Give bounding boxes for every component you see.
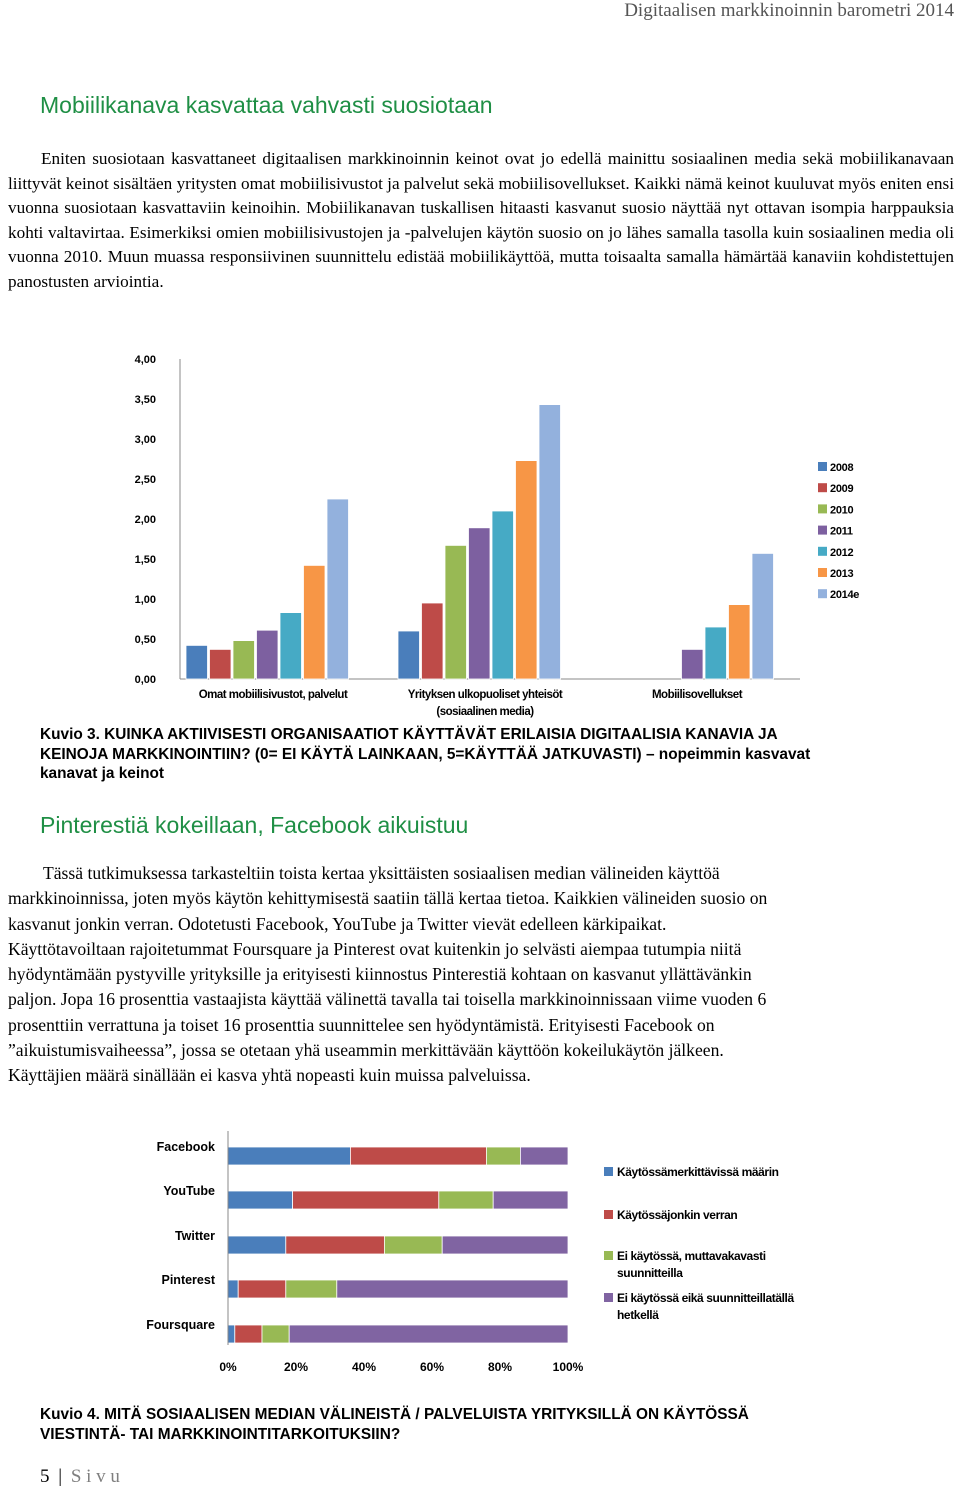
- y-tick-label: 1,00: [134, 594, 156, 606]
- legend-label: 2010: [830, 504, 854, 517]
- category-label: Facebook: [156, 1140, 215, 1154]
- legend-label: 2013: [830, 568, 854, 580]
- x-tick-label: 20%: [283, 1360, 309, 1374]
- caption-line: Kuvio 4. MITÄ SOSIAALISEN MEDIAN VÄLINEISTÄ / PALVELUISTA YRITYKSILLÄ ON KÄYTÖSSÄ: [40, 1406, 749, 1423]
- x-tick-label: 60%: [419, 1360, 445, 1374]
- bar-segment: [228, 1191, 293, 1209]
- bar: [304, 565, 326, 679]
- bar-segment: [228, 1325, 235, 1343]
- legend-label: hetkellä: [617, 1308, 659, 1322]
- legend-swatch: [604, 1210, 613, 1219]
- legend-label: Käytössämerkittävissä määrin: [617, 1165, 779, 1179]
- legend-swatch: [818, 462, 827, 471]
- category-label: Foursquare: [146, 1318, 215, 1332]
- bar-segment: [439, 1191, 493, 1209]
- legend-swatch: [818, 526, 827, 535]
- bar: [539, 405, 561, 679]
- bar-segment: [520, 1147, 568, 1165]
- y-tick-label: 0,50: [134, 634, 156, 646]
- x-tick-label: 100%: [552, 1360, 584, 1374]
- x-tick-label: 80%: [487, 1360, 513, 1374]
- category-labels: [146, 1140, 216, 1332]
- paragraph-line: Käyttötavoiltaan rajoitetummat Foursquare ja Pinterest ovat kuitenkin jo selvästi aiempaa tutumpia niitä: [8, 938, 742, 959]
- bar-segment: [286, 1280, 337, 1298]
- x-tick-label: 40%: [351, 1360, 377, 1374]
- paragraph-line: hyödyntämään pystyville yrityksille ja erityisesti kiinnostus Pinterestiä kohtaan on kasvanut yllättävänkin: [8, 964, 752, 985]
- paragraph-mobile: Eniten suosiotaan kasvattaneet digitaalisen markkinoinnin keinot ovat jo edellä mainittu sosiaalinen media sekä mobiilikanavaan liittyvät keinot sisältäen yritysten omat mobiilisivustot ja palvelut sekä mobiilisovellukset. Kaikki nämä keinot kuuluvat myös eniten ensi vuonna suosiotaan kasvattaviin keinoihin. Mobiilikanavan tuskallisen hitaasti kasvanut suosio näyttää nyt ottavan isompia harppauksia kohti valtavirtaa. Esimerkiksi omien mobiilisivustojen ja -palvelujen käytön suosio on jo lähes samalla tasolla kuin sosiaalinen media oli vuonna 2010. Muun muassa responsiivinen suunnittelu edistää mobiilikäyttöä, mutta toisaalta samalla hämärtää kanaviin kohdistettujen panostusten arviointia.: [8, 149, 954, 291]
- legend-label: suunnitteilla: [617, 1266, 683, 1280]
- y-tick-label: 3,50: [134, 394, 156, 406]
- category-label: YouTube: [163, 1184, 215, 1198]
- legend-label: 2011: [830, 525, 853, 538]
- y-tick-label: 1,50: [134, 554, 156, 566]
- bar: [705, 627, 727, 679]
- bar: [469, 528, 491, 679]
- bar-segment: [262, 1325, 289, 1343]
- caption-line: kanavat ja keinot: [40, 765, 165, 782]
- y-tick-label: 4,00: [134, 354, 156, 366]
- bar: [752, 553, 774, 679]
- bar: [729, 605, 751, 679]
- legend-label: Ei käytössä eikä suunnitteillatällä: [617, 1291, 794, 1305]
- legend-swatch: [818, 589, 827, 598]
- chart-legend: [604, 1165, 794, 1322]
- legend-label: Käytössäjonkin verran: [617, 1208, 738, 1222]
- legend-swatch: [818, 547, 827, 556]
- bar: [492, 511, 514, 679]
- bar-segment: [238, 1280, 286, 1298]
- bar: [327, 499, 349, 679]
- bar: [516, 461, 538, 679]
- figure-caption-3: [40, 725, 955, 784]
- legend-label: 2014e: [830, 589, 860, 602]
- paragraph-line: kasvanut jonkin verran. Odotetusti Facebook, YouTube ja Twitter vievät edelleen kärkipaikat.: [8, 913, 667, 934]
- bar-chart-channels: [0, 340, 960, 720]
- bar: [280, 613, 302, 679]
- legend-swatch: [818, 483, 827, 492]
- y-tick-label: 2,50: [134, 474, 156, 486]
- category-label: (sosiaalinen media): [436, 706, 534, 718]
- legend-swatch: [604, 1251, 613, 1260]
- section-heading-social: Pinterestiä kokeillaan, Facebook aikuistuu: [40, 812, 469, 838]
- bar: [682, 649, 704, 679]
- page-number: 5: [40, 1466, 50, 1487]
- legend-label: 2009: [830, 483, 854, 496]
- running-header: Digitaalisen markkinoinnin barometri 2014: [624, 0, 954, 21]
- category-label: Yrityksen ulkopuoliset yhteisöt: [407, 689, 563, 701]
- paragraph-social: [8, 861, 958, 1089]
- bar-segment: [384, 1236, 442, 1254]
- bar: [210, 649, 232, 679]
- legend-swatch: [604, 1293, 613, 1302]
- paragraph-line: prosenttiin verrattuna ja toiset 16 prosenttia suunnittelee sen hyödyntämistä. Erityisesti Facebook on: [8, 1014, 715, 1035]
- legend-label: 2012: [830, 546, 854, 559]
- bar-series: [186, 405, 774, 679]
- legend-swatch: [604, 1167, 613, 1176]
- bar-segment: [228, 1280, 238, 1298]
- bar-series: [228, 1147, 568, 1343]
- bar-segment: [235, 1325, 262, 1343]
- paragraph-line: paljon. Jopa 16 prosenttia vastaajista käyttää välinettä tavalla tai toisella markkinoinnissaan viime vuoden 6: [8, 989, 767, 1010]
- page-footer: [40, 1466, 120, 1488]
- bar: [186, 645, 208, 679]
- bar: [398, 631, 420, 679]
- footer-separator: |: [58, 1466, 63, 1487]
- bar-segment: [337, 1280, 568, 1298]
- legend-swatch: [818, 504, 827, 513]
- y-axis: [135, 354, 800, 686]
- bar-segment: [228, 1147, 350, 1165]
- caption-line: KEINOJA MARKKINOINTIIN? (0= EI KÄYTÄ LAINKAAN, 5=KÄYTTÄÄ JATKUVASTI) – nopeimmin kasvavat: [40, 745, 811, 763]
- bar: [257, 630, 279, 679]
- footer-label: S i v u: [70, 1466, 120, 1487]
- figure-caption-4: [40, 1405, 940, 1444]
- x-tick-label: 0%: [219, 1360, 237, 1374]
- stacked-bar-chart-social: [0, 1125, 960, 1385]
- category-label: Omat mobiilisivustot, palvelut: [198, 689, 348, 701]
- section-heading-mobile: Mobiilikanava kasvattaa vahvasti suosiotaan: [40, 92, 493, 118]
- bar-segment: [289, 1325, 568, 1343]
- bar-segment: [486, 1147, 520, 1165]
- bar: [445, 545, 467, 679]
- category-label: Mobiilisovellukset: [651, 689, 743, 701]
- bar-segment: [350, 1147, 486, 1165]
- bar-segment: [442, 1236, 568, 1254]
- legend-label: Ei käytössä, muttavakavasti: [617, 1249, 766, 1263]
- paragraph-line: ”aikuistumisvaiheessa”, jossa se otetaan yhä useammin merkittävään käyttöön kokeilukäytön jälkeen.: [8, 1040, 724, 1061]
- paragraph-line: markkinoinnissa, joten myös käytön kehittymisestä saatiin tällä kertaa tietoa. Kaikkien välineiden suosio on: [8, 888, 768, 909]
- caption-line: Kuvio 3. KUINKA AKTIIVISESTI ORGANISAATIOT KÄYTTÄVÄT ERILAISIA DIGITAALISIA KANAVIA JA: [40, 726, 778, 743]
- paragraph-line: Tässä tutkimuksessa tarkasteltiin toista kertaa yksittäisten sosiaalisen median välineiden käyttöä: [43, 863, 720, 883]
- category-labels: [199, 689, 743, 718]
- legend-swatch: [818, 568, 827, 577]
- bar-segment: [286, 1236, 385, 1254]
- bar-segment: [493, 1191, 568, 1209]
- category-label: Twitter: [174, 1229, 215, 1243]
- bar: [422, 603, 444, 679]
- bar-segment: [228, 1236, 286, 1254]
- y-tick-label: 0,00: [134, 674, 156, 686]
- bar-segment: [293, 1191, 439, 1209]
- paragraph-line: Käyttäjien määrä sinällään ei kasva yhtä nopeasti kuin muissa palveluissa.: [8, 1065, 531, 1086]
- bar: [233, 641, 255, 679]
- category-label: Pinterest: [161, 1273, 215, 1287]
- y-tick-label: 2,00: [134, 514, 156, 526]
- caption-line: VIESTINTÄ- TAI MARKKINOINTITARKOITUKSIIN?: [40, 1425, 401, 1443]
- chart-legend: [818, 462, 859, 601]
- legend-label: 2008: [830, 462, 854, 474]
- y-tick-label: 3,00: [134, 434, 156, 446]
